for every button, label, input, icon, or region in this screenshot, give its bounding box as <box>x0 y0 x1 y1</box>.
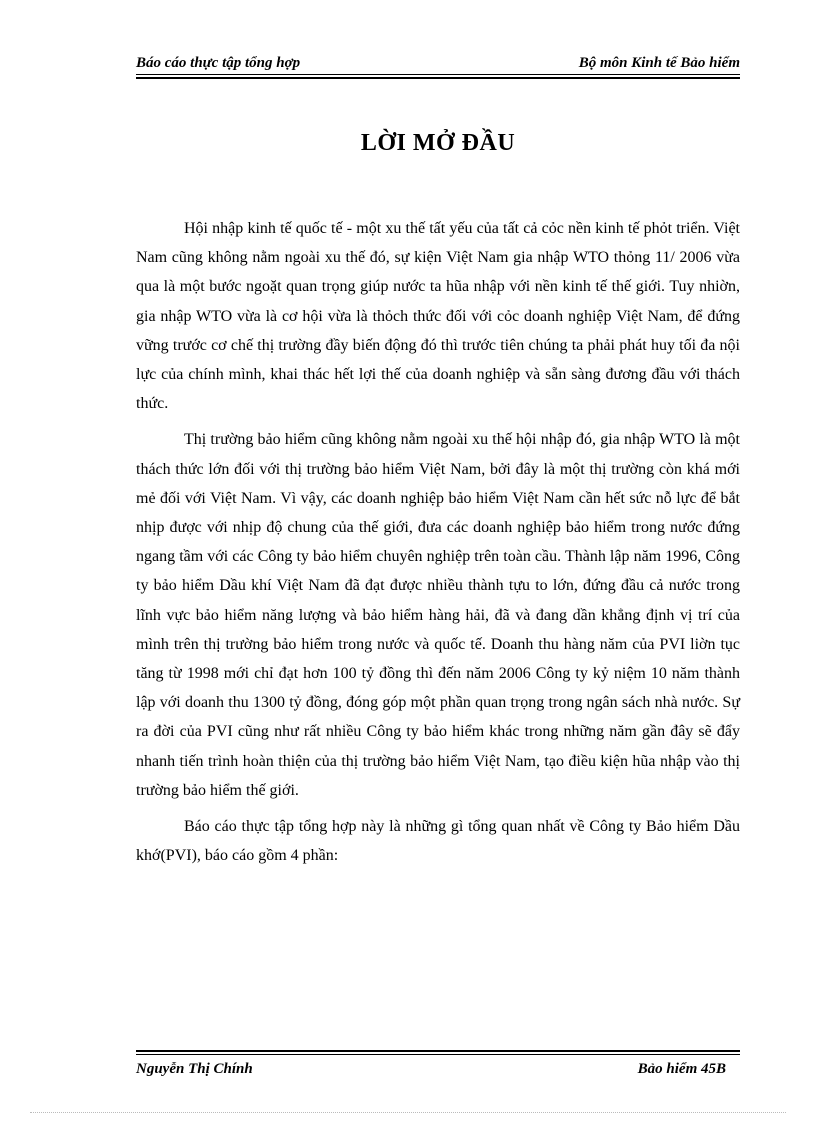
header-rule-thick <box>136 77 740 79</box>
page-title: LỜI MỞ ĐẦU <box>360 130 516 156</box>
header-right-text: Bộ môn Kinh tế Bảo hiểm <box>578 55 740 71</box>
page-header <box>136 48 740 72</box>
page-footer <box>136 1058 726 1080</box>
footer-rule-thick <box>136 1050 740 1052</box>
document-body <box>136 214 740 877</box>
footer-author: Nguyễn Thị Chính <box>136 1060 253 1077</box>
page-bottom-divider <box>30 1112 786 1113</box>
footer-rule <box>136 1054 740 1055</box>
paragraph-1: Hội nhập kinh tế quốc tế - một xu thế tất yếu của tất cả cỏc nền kinh tế phỏt triển. Việt Nam cũng không nằm ngoài xu thế đó, sự kiện Việt Nam gia nhập WTO thỏng 11/ 2006 vừa qua là một bước ngoặt quan trọng giúp nước ta hũa nhập với nền kinh tế thế giới. Tuy nhiờn, gia nhập WTO vừa là cơ hội vừa là thỏch thức đối với cỏc doanh nghiệp Việt Nam, để đứng vững trước cơ chế thị trường đầy biến động đó thì trước tiên chúng ta phải phát huy tối đa nội lực của chính mình, khai thác hết lợi thế của doanh nghiệp và sẵn sàng đương đầu với thách thức. <box>136 220 740 413</box>
paragraph-2: Thị trường bảo hiểm cũng không nằm ngoài xu thế hội nhập đó, gia nhập WTO là một thách thức lớn đối với thị trường bảo hiểm Việt Nam, bởi đây là một thị trường còn khá mới mẻ đối với Việt Nam. Vì vậy, các doanh nghiệp bảo hiểm Việt Nam cần hết sức nỗ lực để bắt nhịp được với nhịp độ chung của thế giới, đưa các doanh nghiệp bảo hiểm trong nước đứng ngang tầm với các Công ty bảo hiểm chuyên nghiệp trên toàn cầu. Thành lập năm 1996, Công ty bảo hiểm Dầu khí Việt Nam đã đạt được nhiều thành tựu to lớn, đứng đầu cả nước trong lĩnh vực bảo hiểm năng lượng và bảo hiểm hàng hải, đã và đang dần khẳng định vị trí của mình trên thị trường bảo hiểm trong nước và quốc tế. Doanh thu hàng năm của PVI liờn tục tăng từ 1998 mới chỉ đạt hơn 100 tỷ đồng thì đến năm 2006 Công ty kỷ niệm 10 năm thành lập với doanh thu 1300 tỷ đồng, đóng góp một phần quan trọng trong ngân sách nhà nước. Sự ra đời của PVI cũng như rất nhiều Công ty bảo hiểm khác trong những năm gần đây sẽ đẩy nhanh tiến trình hoàn thiện của thị trường bảo hiểm Việt Nam, tạo điều kiện hũa nhập vào thị trường bảo hiểm thế giới. <box>136 431 740 799</box>
footer-class: Bảo hiểm 45B <box>637 1060 726 1077</box>
header-left-text: Báo cáo thực tập tổng hợp <box>136 55 301 71</box>
header-rule <box>136 74 740 75</box>
paragraph-3: Báo cáo thực tập tổng hợp này là những gì tổng quan nhất về Công ty Bảo hiểm Dầu khớ(PVI), báo cáo gồm 4 phần: <box>136 818 740 865</box>
